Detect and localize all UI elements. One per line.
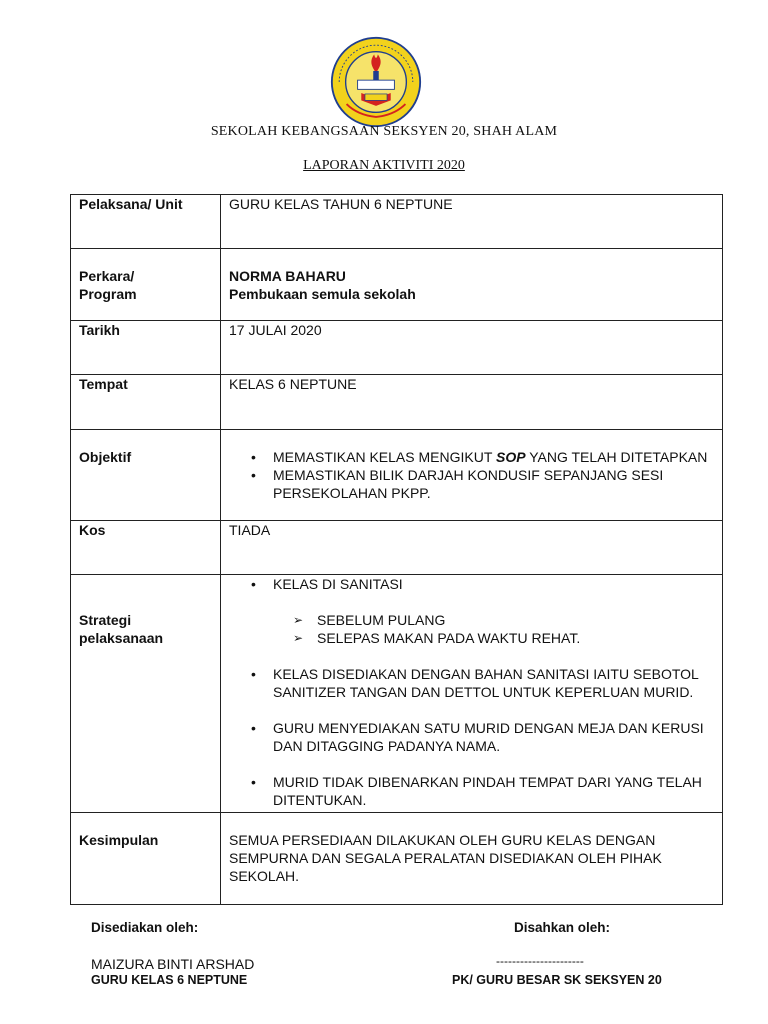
value-pelaksana: GURU KELAS TAHUN 6 NEPTUNE [229, 196, 453, 212]
school-logo [330, 36, 422, 128]
value-tarikh: 17 JULAI 2020 [229, 322, 322, 338]
signature-line: ---------------------- [496, 954, 584, 968]
list-item: ➢ SEBELUM PULANG [317, 611, 714, 629]
value-perkara-1: NORMA BAHARU [229, 268, 346, 284]
label-perkara-1: Perkara/ [79, 268, 135, 284]
label-strategi-2: pelaksanaan [79, 630, 164, 646]
strategi-list-2 [229, 665, 714, 809]
row-tarikh [71, 321, 723, 375]
list-item: • GURU MENYEDIAKAN SATU MURID DENGAN MEJA DAN KERUSI DAN DITAGGING PADANYA NAMA. [273, 719, 714, 755]
list-item: • MURID TIDAK DIBENARKAN PINDAH TEMPAT DARI YANG TELAH DITENTUKAN. [273, 773, 714, 809]
approved-by-label: Disahkan oleh: [514, 920, 611, 935]
value-tempat: KELAS 6 NEPTUNE [229, 376, 357, 392]
row-kesimpulan [71, 813, 723, 905]
list-item: • KELAS DI SANITASI [273, 575, 714, 593]
label-strategi-1: Strategi [79, 612, 132, 628]
list-item: • KELAS DISEDIAKAN DENGAN BAHAN SANITASI IAITU SEBOTOL SANITIZER TANGAN DAN DETTOL UNTUK KEPERLUAN MURID. [273, 665, 714, 701]
strategi-list [229, 575, 714, 593]
row-tempat [71, 375, 723, 430]
label-kos: Kos [79, 522, 106, 538]
label-perkara-2: Program [79, 286, 137, 302]
label-pelaksana: Pelaksana/ Unit [79, 196, 183, 212]
objektif-list [229, 430, 714, 502]
row-kos [71, 521, 723, 575]
value-kesimpulan: SEMUA PERSEDIAAN DILAKUKAN OLEH GURU KELAS DENGAN SEMPURNA DAN SEGALA PERALATAN DISEDIAKAN OLEH PIHAK SEKOLAH. [229, 832, 662, 884]
value-kos: TIADA [229, 522, 271, 538]
row-perkara [71, 249, 723, 321]
school-name: SEKOLAH KEBANGSAAN SEKSYEN 20, SHAH ALAM [210, 124, 558, 139]
row-objektif [71, 430, 723, 521]
label-tempat: Tempat [79, 376, 128, 392]
label-kesimpulan: Kesimpulan [79, 832, 159, 848]
sanitasi-sublist [229, 611, 714, 647]
row-pelaksana [71, 195, 723, 249]
report-title: LAPORAN AKTIVITI 2020 [303, 158, 465, 173]
prepared-by-title: GURU KELAS 6 NEPTUNE [91, 973, 248, 987]
list-item: • MEMASTIKAN KELAS MENGIKUT SOP YANG TELAH DITETAPKAN [273, 448, 714, 466]
label-tarikh: Tarikh [79, 322, 120, 338]
prepared-by-name: MAIZURA BINTI ARSHAD [91, 956, 255, 972]
list-item: ➢ SELEPAS MAKAN PADA WAKTU REHAT. [317, 629, 714, 647]
value-perkara-2: Pembukaan semula sekolah [229, 286, 416, 302]
row-strategi [71, 575, 723, 813]
label-objektif: Objektif [79, 449, 132, 465]
approved-by-title: PK/ GURU BESAR SK SEKSYEN 20 [452, 973, 662, 987]
activity-report-table [70, 194, 723, 905]
prepared-by-label: Disediakan oleh: [91, 920, 199, 935]
sop-emphasis: SOP [496, 449, 526, 465]
list-item: • MEMASTIKAN BILIK DARJAH KONDUSIF SEPANJANG SESI PERSEKOLAHAN PKPP. [273, 466, 714, 502]
